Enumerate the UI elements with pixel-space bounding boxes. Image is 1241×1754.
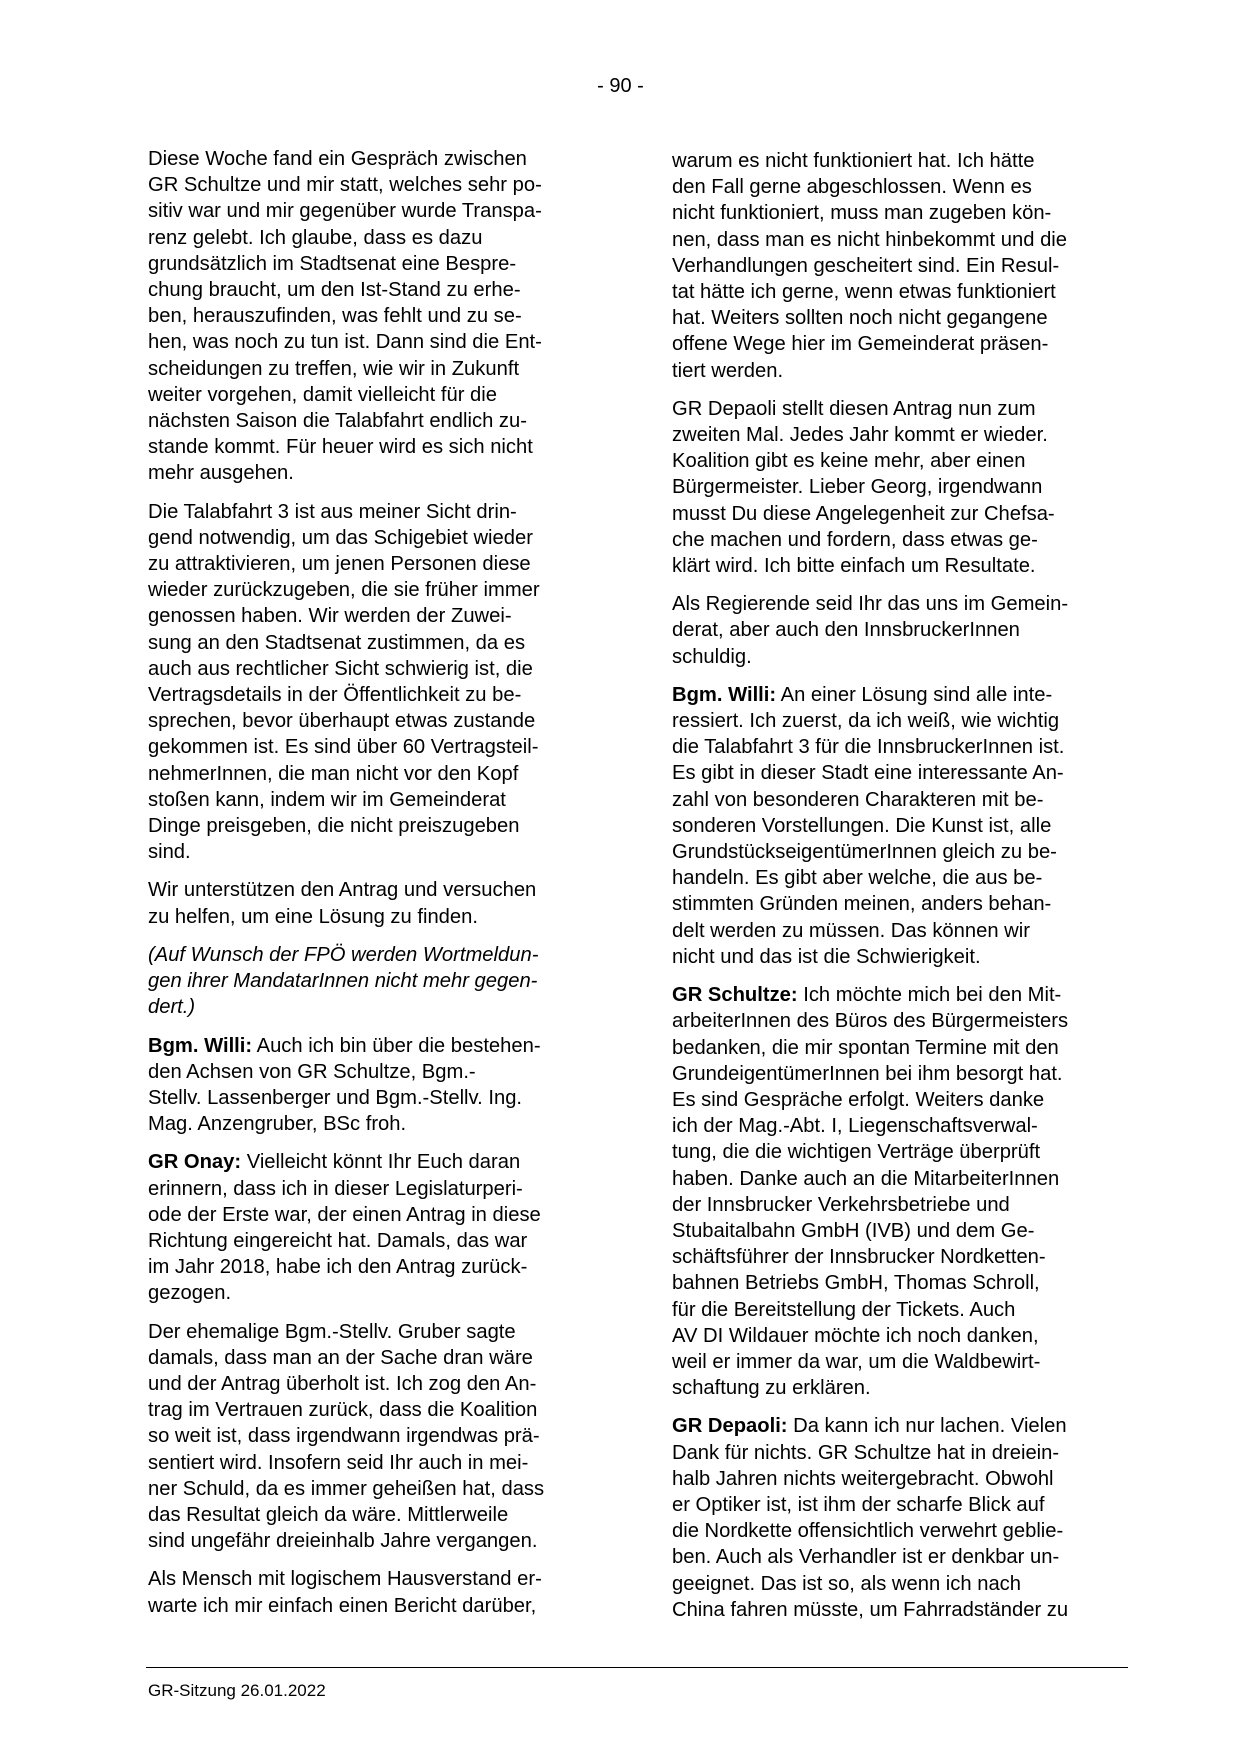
paragraph: Der ehemalige Bgm.-Stellv. Gruber sagte damals, dass man an der Sache dran wäre und der Antrag überholt ist. Ich zog den An- trag im Vertrauen zurück, dass die Koalition so weit ist, dass irgendwann irgendwas prä- sentiert wird. Insofern seid Ihr auch in mei- ner Schuld, da es immer geheißen hat, dass das Resultat gleich da wäre. Mittlerweile sind ungefähr dreieinhalb Jahre vergangen.	[148, 1320, 545, 1553]
paragraph: Als Regierende seid Ihr das uns im Gemein- derat, aber auch den InnsbruckerInnen schuldig.	[672, 593, 1069, 668]
footer-session-date: GR-Sitzung 26.01.2022	[148, 1681, 326, 1700]
speech-text: Auch ich bin über die bestehen- den Achsen von GR Schultze, Bgm.- Stellv. Lassenberger und Bgm.-Stellv. Ing. Mag. Anzengruber, BSc froh.	[148, 1034, 541, 1136]
right-column	[672, 148, 1124, 1635]
speaker-name: Bgm. Willi:	[148, 1034, 253, 1057]
speech-paragraph	[672, 682, 1124, 970]
page-number: - 90 -	[597, 75, 644, 97]
paragraph: Wir unterstützen den Antrag und versuchen zu helfen, um eine Lösung zu finden.	[148, 879, 537, 928]
speech-text: Vielleicht könnt Ihr Euch daran erinnern, dass ich in dieser Legislaturperi- ode der Erste war, der einen Antrag in diese Richtung eingereicht hat. Damals, das war im Jahr 2018, habe ich den Antrag zurück- gezogen.	[148, 1151, 541, 1305]
paragraph: Diese Woche fand ein Gespräch zwischen GR Schultze und mir statt, welches sehr po- sitiv war und mir gegenüber wurde Transpa- renz gelebt. Ich glaube, dass es dazu grundsätzlich im Stadtsenat eine Bespre- chung braucht, um den Ist-Stand zu erhe- ben, herauszufinden, was fehlt und zu se- hen, was noch zu tun ist. Dann sind die Ent- scheidungen zu treffen, wie wir in Zukunft weiter vorgehen, damit vielleicht für die nächsten Saison die Talabfahrt endlich zu- stande kommt. Für heuer wird es sich nicht mehr ausgehen.	[148, 148, 542, 485]
speech-text: Ich möchte mich bei den Mit- arbeiterInnen des Büros des Bürgermeisters bedanken, die mir spontan Termine mit den GrundeigentümerInnen bei ihm besorgt hat. Es sind Gespräche erfolgt. Weiters danke ich der Mag.-Abt. I, Liegenschaftsverwal- tung, die die wichtigen Verträge überprüft haben. Danke auch an die MitarbeiterInnen der Innsbrucker Verkehrsbetriebe und Stubaitalbahn GmbH (IVB) und dem Ge- schäftsführer der Innsbrucker Nordketten- bahnen Betriebs GmbH, Thomas Schroll, für die Bereitstellung der Tickets. Auch AV DI Wildauer möchte ich noch danken, weil er immer da war, um die Waldbewirt- schaftung zu erklären.	[672, 984, 1069, 1400]
speaker-name: GR Depaoli:	[672, 1415, 788, 1438]
speaker-name: GR Schultze:	[672, 984, 798, 1007]
speech-paragraph	[672, 1413, 1124, 1623]
speech-paragraph	[148, 1149, 600, 1306]
speaker-name: GR Onay:	[148, 1151, 242, 1174]
left-column	[148, 146, 600, 1631]
paragraph: GR Depaoli stellt diesen Antrag nun zum zweiten Mal. Jedes Jahr kommt er wieder. Koalition gibt es keine mehr, aber einen Bürgermeister. Lieber Georg, irgendwann musst Du diese Angelegenheit zur Chefsa- che machen und fordern, dass etwas ge- klärt wird. Ich bitte einfach um Resultate.	[672, 397, 1055, 578]
speech-text: An einer Lösung sind alle inte- ressiert. Ich zuerst, da ich weiß, wie wichtig die Talabfahrt 3 für die InnsbruckerInnen ist. Es gibt in dieser Stadt eine interessante An- zahl von besonderen Charakteren mit be- sonderen Vorstellungen. Die Kunst ist, alle GrundstückseigentümerInnen gleich zu be- handeln. Es gibt aber welche, die aus be- stimmten Gründen meinen, anders behan- delt werden zu müssen. Das können wir nicht und das ist die Schwierigkeit.	[672, 683, 1065, 968]
paragraph: Als Mensch mit logischem Hausverstand er- warte ich mir einfach einen Bericht darüber,	[148, 1568, 542, 1617]
speech-paragraph	[148, 1033, 600, 1138]
speech-paragraph	[672, 982, 1124, 1401]
speech-text: Da kann ich nur lachen. Vielen Dank für nichts. GR Schultze hat in dreiein- halb Jahren nichts weitergebracht. Obwohl er Optiker ist, ist ihm der scharfe Blick auf die Nordkette offensichtlich verwehrt geblie- ben. Auch als Verhandler ist er denkbar un- geeignet. Das ist so, als wenn ich nach China fahren müsste, um Fahrradständer zu	[672, 1415, 1069, 1621]
footer-divider	[146, 1667, 1128, 1668]
paragraph: Die Talabfahrt 3 ist aus meiner Sicht drin- gend notwendig, um das Schigebiet wieder zu attraktivieren, um jenen Personen diese wieder zurückzugeben, die sie früher immer genossen haben. Wir werden der Zuwei- sung an den Stadtsenat zustimmen, da es auch aus rechtlicher Sicht schwierig ist, die Vertragsdetails in der Öffentlichkeit zu be- sprechen, bevor überhaupt etwas zustande gekommen ist. Es sind über 60 Vertragsteil- nehmerInnen, die man nicht vor den Kopf stoßen kann, indem wir im Gemeinderat Dinge preisgeben, die nicht preiszugeben sind.	[148, 500, 540, 864]
speaker-name: Bgm. Willi:	[672, 683, 777, 706]
editorial-note: (Auf Wunsch der FPÖ werden Wortmeldun- gen ihrer MandatarInnen nicht mehr gegen- dert.)	[148, 943, 539, 1019]
paragraph: warum es nicht funktioniert hat. Ich hätte den Fall gerne abgeschlossen. Wenn es nicht funktioniert, muss man zugeben kön- nen, dass man es nicht hinbekommt und die Verhandlungen gescheitert sind. Ein Resul- tat hätte ich gerne, wenn etwas funktioniert hat. Weiters sollten noch nicht gegangene offene Wege hier im Gemeinderat präsen- tiert werden.	[672, 150, 1068, 382]
